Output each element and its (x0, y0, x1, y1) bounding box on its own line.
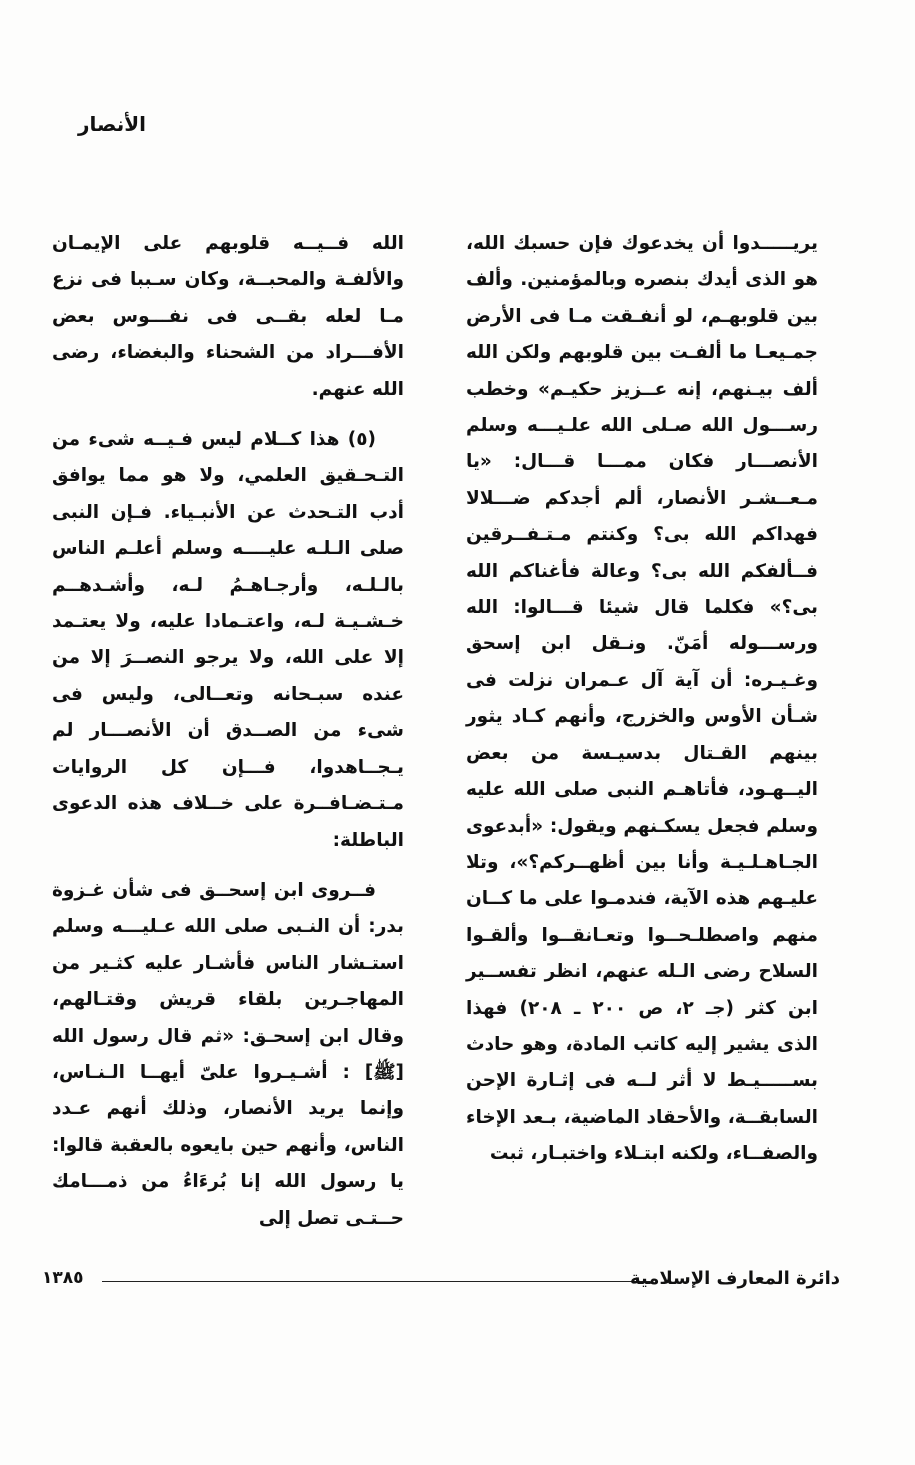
running-head-title: الأنصار (78, 112, 146, 136)
left-column-paragraph-2: (٥) هذا كــلام ليس فـيــه شىء من التـحـقيق العلمي، ولا هو مما يوافق أدب التـحدث عن الأنبـياء. فـإن النبى صلى الـلـه عليــــه وسلم أعلـم الناس بالـلـه، وأرجـاهـمُ لـه، وأشـدهــم خـشـيـة لـه، واعتـمادا عليه، ولا يعتـمد إلا على الله، ولا يرجو النصــرَ إلا من عنده سبـحانه وتعــالى، وليس فى شىء من الصــدق أن الأنصـــار لم يـجــاهدوا، فـــإن كل الروايات مـتـضـافــرة على خــلاف هذه الدعوى الباطلة: (52, 429, 404, 851)
footer-divider (102, 1281, 650, 1282)
page-footer (40, 1268, 840, 1298)
page-number: ١٣٨٥ (42, 1268, 84, 1288)
left-column-paragraph-1: الله فــيــه قلوبهم على الإيمـان والألفـة والمحبــة، وكان سـببا فى نزع مـا لعله بقــى فى نفـــوس بعض الأفـــراد من الشحناء والبغضاء، رضى الله عنهم. (52, 233, 404, 400)
journal-name: دائرة المعارف الإسلامية (629, 1268, 840, 1289)
right-text-column (466, 226, 818, 1173)
right-column-paragraph: يريـــــدوا أن يخدعوك فإن حسبك الله، هو الذى أيدك بنصره وبالمؤمنين. وألف بين قلوبهـم، لو أنفـقت مـا فى الأرض جمـيعـا ما ألفـت بين قلوبهم ولكن الله ألف بيـنهم، إنه عــزيز حكيـم» وخطب رســـول الله صـلى الله علـيـــه وسلم الأنصـــار فكان ممـــا قـــال: «يا مـعــشـر الأنصار، ألم أجدكم ضـــلالا فهداكم الله بى؟ وكنتم مـتـفــرقين فــألفكم الله بى؟ وعالة فأغناكم الله بى؟» فكلما قال شيئا قـــالوا: الله ورســـوله أمَنّ. ونـقل ابن إسحق وغـيـره: أن آية آل عـمران نزلت فى شـأن الأوس والخزرج، وأنهم كـاد يثور بينهم القـتال بدسيـسة من بعض اليــهـود، فأتاهـم النبى صلى الله عليه وسلم فجعل يسكـنهم ويقول: «أبدعوى الجـاهـلـيـة وأنا بين أظهــركم؟»، وتلا عليـهم هذه الآية، فندمـوا على ما كــان منهم واصطلـحــوا وتعـانقــوا وألقـوا السلاح رضى الـله عنهم، انظر تفســير ابن كثر (جـ ٢، ص ٢٠٠ ـ ٢٠٨) فهذا الذى يشير إليه كاتب المادة، وهو حادث بســـــيـط لا أثر لــه فى إثـارة الإحن السابقــة، والأحقاد الماضية، بـعد الإخاء والصفــاء، ولكنه ابتـلاء واختبـار، ثبت (466, 233, 818, 1165)
left-column-paragraph-3: فــروى ابن إسحــق فى شأن غـزوة بدر: أن النـبى صلى الله عـليـــه وسلم استـشار الناس فأشـار عليه كثـير من المهاجـرين بلقاء قريش وقتـالهم، وقال ابن إسحـق: «ثم قال رسول الله [ﷺ] : أشـيـروا علىّ أيهــا الـنـاس، وإنما يريد الأنصار، وذلك أنهم عـدد الناس، وأنهم حين بايعوه بالعقبة قالوا: يا رسول الله إنا بُرءَاءُ من ذمـــامك حــتـى تصل إلى (52, 879, 404, 1229)
left-text-column (52, 226, 404, 1237)
